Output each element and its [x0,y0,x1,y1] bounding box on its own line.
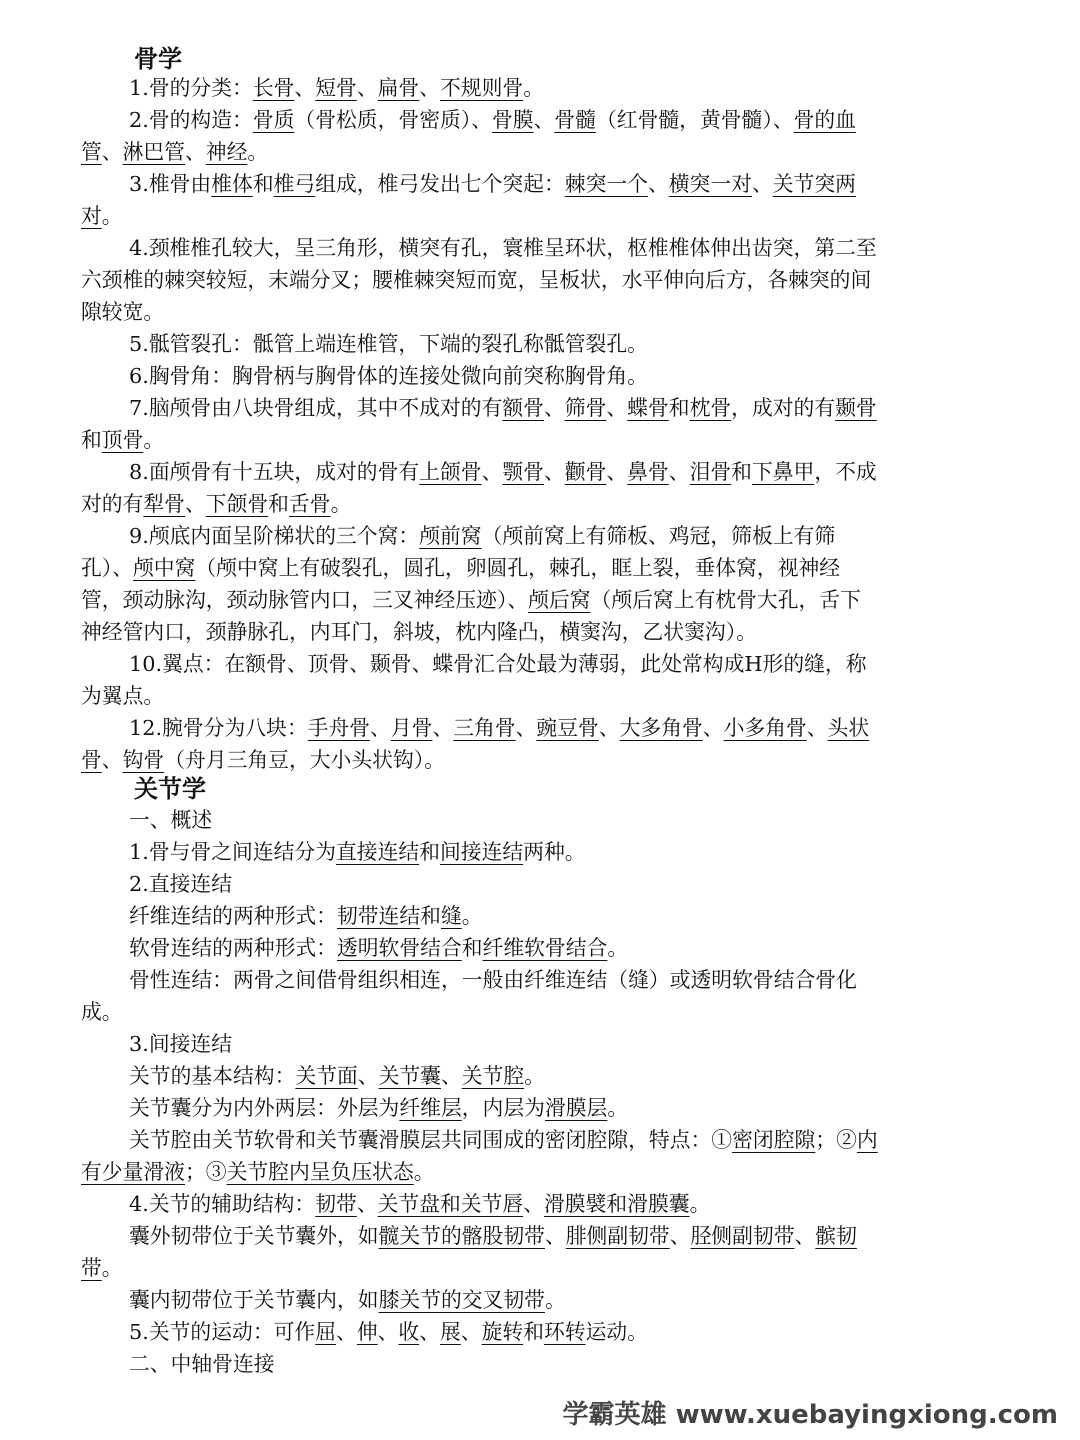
text-segment: 。 [101,204,123,228]
underlined-term: 韧带连结 [336,904,421,928]
text-line [81,553,840,583]
text-line [129,713,869,743]
text-segment: 、 [377,1320,399,1344]
text-segment: 孔）、 [81,556,133,580]
text-segment: （颅前窝上有筛板、鸡冠，筛板上有筛 [481,524,836,548]
text-segment: （颅后窝上有枕骨大孔，舌下 [590,588,861,612]
underlined-term: 滑膜襞和滑膜囊 [543,1192,690,1216]
underlined-term: 纤维软骨结合 [482,936,608,960]
text-segment: 、 [544,1224,566,1248]
text-line [129,837,586,867]
text-line [81,489,351,519]
underlined-term: 小多角骨 [723,716,807,740]
underlined-term: 骨髓 [554,108,596,132]
text-segment: 。 [607,936,629,960]
text-segment: 2.直接连结 [129,872,233,896]
underlined-term: 椎体 [211,172,253,196]
underlined-term: 关节腔内呈负压状态 [226,1160,414,1184]
text-line [129,233,877,263]
text-line [81,265,871,295]
underlined-term: 颅前窝 [419,524,482,548]
text-line [81,297,164,327]
text-segment: 囊外韧带位于关节囊外，如 [129,1224,379,1248]
underlined-term: 鼻骨 [627,460,669,484]
underlined-term: 下颌骨 [205,492,269,516]
underlined-term: 额骨 [502,396,544,420]
text-segment: 4.颈椎椎孔较大，呈三角形，横突有孔，寰椎呈环状，枢椎椎体伸出齿突，第二至 [129,236,877,260]
text-segment: 和 [523,1320,544,1344]
text-segment: 隙较宽。 [81,300,165,324]
text-segment: 和 [252,172,274,196]
underlined-term: 骨质 [252,108,295,132]
text-segment: ，内层为 [461,1096,545,1120]
text-segment: 和 [420,904,441,928]
text-segment: 、 [432,716,454,740]
underlined-term: 枕骨 [689,396,732,420]
text-segment: 一、概述 [129,808,213,832]
text-line [81,201,123,231]
text-segment: 六颈椎的棘突较短，末端分叉；腰椎棘突短而宽，呈板状，水平伸向后方，各棘突的间 [81,268,872,292]
footer-brand: 学霸英雄 [562,1400,667,1430]
underlined-term: 长骨 [252,76,295,100]
text-segment: 关节腔由关节软骨和关节囊滑膜层共同围成的密闭腔隙，特点：① [129,1128,733,1152]
text-segment: 和 [81,428,102,452]
text-segment: 。 [689,1192,711,1216]
text-segment: 、 [336,1320,357,1344]
underlined-term: 钩骨 [122,748,165,772]
text-segment: （舟月三角豆，大小头状钩）。 [164,748,445,772]
text-segment: 10.翼点：在额骨、顶骨、颞骨、蝶骨汇合处最为薄弱，此处常构成H形的缝，称 [129,652,867,676]
underlined-term: 棘突一个 [564,172,648,196]
text-line [129,105,856,135]
text-segment: 7.脑颅骨由八块骨组成，其中不成对的有 [129,396,503,420]
text-segment: 。 [607,1096,629,1120]
text-segment: 关节囊分为内外两层：外层为 [129,1096,400,1120]
text-line [129,1125,878,1155]
text-line [129,901,483,931]
text-segment: 、 [101,140,123,164]
text-segment: 、 [598,716,620,740]
underlined-term: 顶骨 [101,428,144,452]
text-line [129,1349,275,1379]
text-segment: 、 [419,76,440,100]
underlined-term: 下鼻甲 [751,460,815,484]
text-line [81,997,123,1027]
text-segment: 、 [356,76,378,100]
underlined-term: 短骨 [315,76,357,100]
text-segment: 、 [702,716,724,740]
text-segment: 3.椎骨由 [129,172,212,196]
text-line [81,617,757,647]
text-segment: 、 [794,1224,816,1248]
underlined-term: 环转 [543,1320,586,1344]
text-segment: 和 [461,936,483,960]
text-segment: 1.骨的分类： [129,76,253,100]
underlined-term: 直接连结 [336,840,420,864]
text-segment: 。 [413,1160,435,1184]
underlined-term: 间接连结 [440,840,524,864]
underlined-term: 收 [398,1320,420,1344]
text-line [81,1157,435,1187]
text-segment: 、 [184,492,206,516]
text-segment: 5.关节的运动：可作 [129,1320,316,1344]
text-segment: 、 [668,460,690,484]
underlined-term: 关节囊 [378,1064,441,1088]
underlined-term: 滑膜层 [544,1096,608,1120]
text-line [129,1029,232,1059]
underlined-term: 展 [440,1320,461,1344]
text-line [129,361,648,391]
underlined-term: 犁骨 [143,492,185,516]
underlined-term: 舌骨 [288,492,331,516]
text-segment: 运动。 [585,1320,648,1344]
text-segment: 。 [330,492,352,516]
underlined-term: 旋转 [481,1320,524,1344]
text-segment: 和 [268,492,289,516]
text-segment: 和 [731,460,752,484]
text-segment: 管，颈动脉沟，颈动脉管内口，三叉神经压迹）、 [81,588,529,612]
text-segment: ，不成 [814,460,877,484]
underlined-term: 关节突两 [772,172,856,196]
text-segment: 囊内韧带位于关节囊内，如 [129,1288,379,1312]
text-segment: 、 [460,1320,482,1344]
text-segment: 。 [461,904,483,928]
text-line [129,1221,857,1251]
text-segment: 、 [370,716,391,740]
text-line [129,393,877,423]
underlined-term: 透明软骨结合 [336,936,462,960]
underlined-term: 颧骨 [564,460,607,484]
underlined-term: 腓侧副韧带 [565,1224,670,1248]
text-line [129,933,628,963]
text-line [129,521,835,551]
underlined-term: 骨的血 [793,108,856,132]
text-segment: （骨松质，骨密质）、 [294,108,492,132]
text-segment: （颅中窝上有破裂孔，圆孔，卵圆孔，棘孔，眶上裂，垂体窝，视神经 [195,556,841,580]
text-segment: 3.间接连结 [129,1032,233,1056]
text-segment: 、 [419,1320,440,1344]
underlined-term: 淋巴管 [122,140,185,164]
underlined-term: 头状 [827,716,870,740]
text-segment: 、 [357,1064,379,1088]
underlined-term: 手舟骨 [307,716,371,740]
text-segment: 和 [668,396,690,420]
text-segment: 。 [524,1064,545,1088]
text-segment: 、 [606,460,628,484]
underlined-term: 关节盘和关节唇 [377,1192,524,1216]
text-segment: 、 [356,1192,378,1216]
text-line [129,649,867,679]
underlined-term: 上颌骨 [419,460,482,484]
text-segment: 成。 [81,1000,123,1024]
text-line [81,681,164,711]
text-line [129,805,212,835]
text-segment: 、 [481,460,503,484]
text-segment: 、 [523,1192,544,1216]
underlined-term: 泪骨 [689,460,732,484]
underlined-term: 神经 [205,140,248,164]
text-segment: 。 [544,1288,566,1312]
text-segment: 骨性连结：两骨之间借骨组织相连，一般由纤维连结（缝）或透明软骨结合骨化 [129,968,857,992]
text-line [129,169,856,199]
text-segment: 、 [184,140,206,164]
underlined-term: 筛骨 [564,396,607,420]
underlined-term: 密闭腔隙 [732,1128,816,1152]
text-line [81,585,861,615]
text-segment: 8.面颅骨有十五块，成对的骨有 [129,460,420,484]
text-line [129,73,544,103]
underlined-term: 蝶骨 [627,396,669,420]
text-segment: 12.腕骨分为八块： [129,716,308,740]
text-segment: 关节的基本结构： [129,1064,296,1088]
underlined-term: 骨 [81,748,102,772]
text-segment: 、 [533,108,555,132]
text-segment: 、 [101,748,123,772]
underlined-term: 关节腔 [461,1064,525,1088]
text-segment: 组成，椎弓发出七个突起： [315,172,565,196]
underlined-term: 对 [81,204,102,228]
underlined-term: 月骨 [390,716,433,740]
text-segment: 5.骶管裂孔：骶管上端连椎管，下端的裂孔称骶管裂孔。 [129,332,648,356]
underlined-term: 膝关节的交叉韧带 [378,1288,545,1312]
text-segment: 神经管内口，颈静脉孔，内耳门，斜坡，枕内隆凸，横窦沟，乙状窦沟）。 [81,620,757,644]
section-heading: 关节学 [134,775,206,803]
text-segment: ；② [815,1128,857,1152]
text-segment: 。 [523,76,544,100]
text-line [129,1093,628,1123]
text-segment: 、 [515,716,537,740]
text-segment: 、 [543,396,565,420]
text-line [81,425,164,455]
text-line [129,1189,710,1219]
text-segment: 、 [806,716,828,740]
text-segment: 6.胸骨角：胸骨柄与胸骨体的连接处微向前突称胸骨角。 [129,364,648,388]
text-segment: 4.关节的辅助结构： [129,1192,316,1216]
text-line [129,1285,566,1315]
text-segment: 。 [247,140,269,164]
text-segment: 和 [419,840,440,864]
text-line [129,329,648,359]
text-segment: 、 [543,460,565,484]
text-line [129,1061,545,1091]
underlined-term: 纤维层 [399,1096,462,1120]
text-segment: 2.骨的构造： [129,108,253,132]
text-line [129,869,232,899]
underlined-term: 不规则骨 [440,76,524,100]
underlined-term: 伸 [356,1320,378,1344]
underlined-term: 椎弓 [273,172,316,196]
text-segment: 、 [647,172,669,196]
underlined-term: 有少量滑液 [81,1160,185,1184]
text-segment: 两种。 [523,840,586,864]
underlined-term: 骨膜 [492,108,534,132]
text-segment: 、 [440,1064,462,1088]
text-segment: ，成对的有 [731,396,836,420]
text-segment: 纤维连结的两种形式： [129,904,337,928]
underlined-term: 带 [81,1256,102,1280]
text-segment: 、 [294,76,316,100]
text-line [129,965,857,995]
text-segment: 软骨连结的两种形式： [129,936,337,960]
underlined-term: 韧带 [315,1192,357,1216]
text-line [81,137,268,167]
underlined-term: 关节面 [295,1064,358,1088]
section-heading: 骨学 [134,45,182,73]
underlined-term: 颅中窝 [133,556,196,580]
text-line [81,1253,123,1283]
text-segment: 1.骨与骨之间连结分为 [129,840,337,864]
underlined-term: 三角骨 [453,716,516,740]
underlined-term: 颞骨 [835,396,877,420]
text-segment: 、 [751,172,773,196]
underlined-term: 颅后窝 [528,588,591,612]
underlined-term: 内 [856,1128,878,1152]
text-segment: 二、中轴骨连接 [129,1352,275,1376]
underlined-term: 大多角骨 [619,716,703,740]
underlined-term: 扁骨 [377,76,420,100]
text-segment: 对的有 [81,492,144,516]
text-segment: 为翼点。 [81,684,165,708]
text-segment: 。 [101,1256,123,1280]
text-segment: ；③ [184,1160,227,1184]
underlined-term: 缝 [440,904,462,928]
underlined-term: 颚骨 [502,460,544,484]
text-segment: 9.颅底内面呈阶梯状的三个窝： [129,524,420,548]
text-segment: 、 [606,396,628,420]
underlined-term: 屈 [315,1320,337,1344]
text-segment: 。 [143,428,165,452]
underlined-term: 髋关节的髂股韧带 [378,1224,545,1248]
footer-url: www.xuebayingxiong.com [675,1400,1058,1430]
text-line [129,1317,648,1347]
text-line [129,457,877,487]
text-segment: 、 [669,1224,691,1248]
underlined-term: 胫侧副韧带 [690,1224,795,1248]
underlined-term: 管 [81,140,102,164]
underlined-term: 豌豆骨 [536,716,599,740]
underlined-term: 髌韧 [815,1224,857,1248]
watermark-footer[interactable] [562,1394,1058,1431]
underlined-term: 横突一对 [668,172,752,196]
text-segment: （红骨髓，黄骨髓）、 [595,108,794,132]
text-line [81,745,445,775]
